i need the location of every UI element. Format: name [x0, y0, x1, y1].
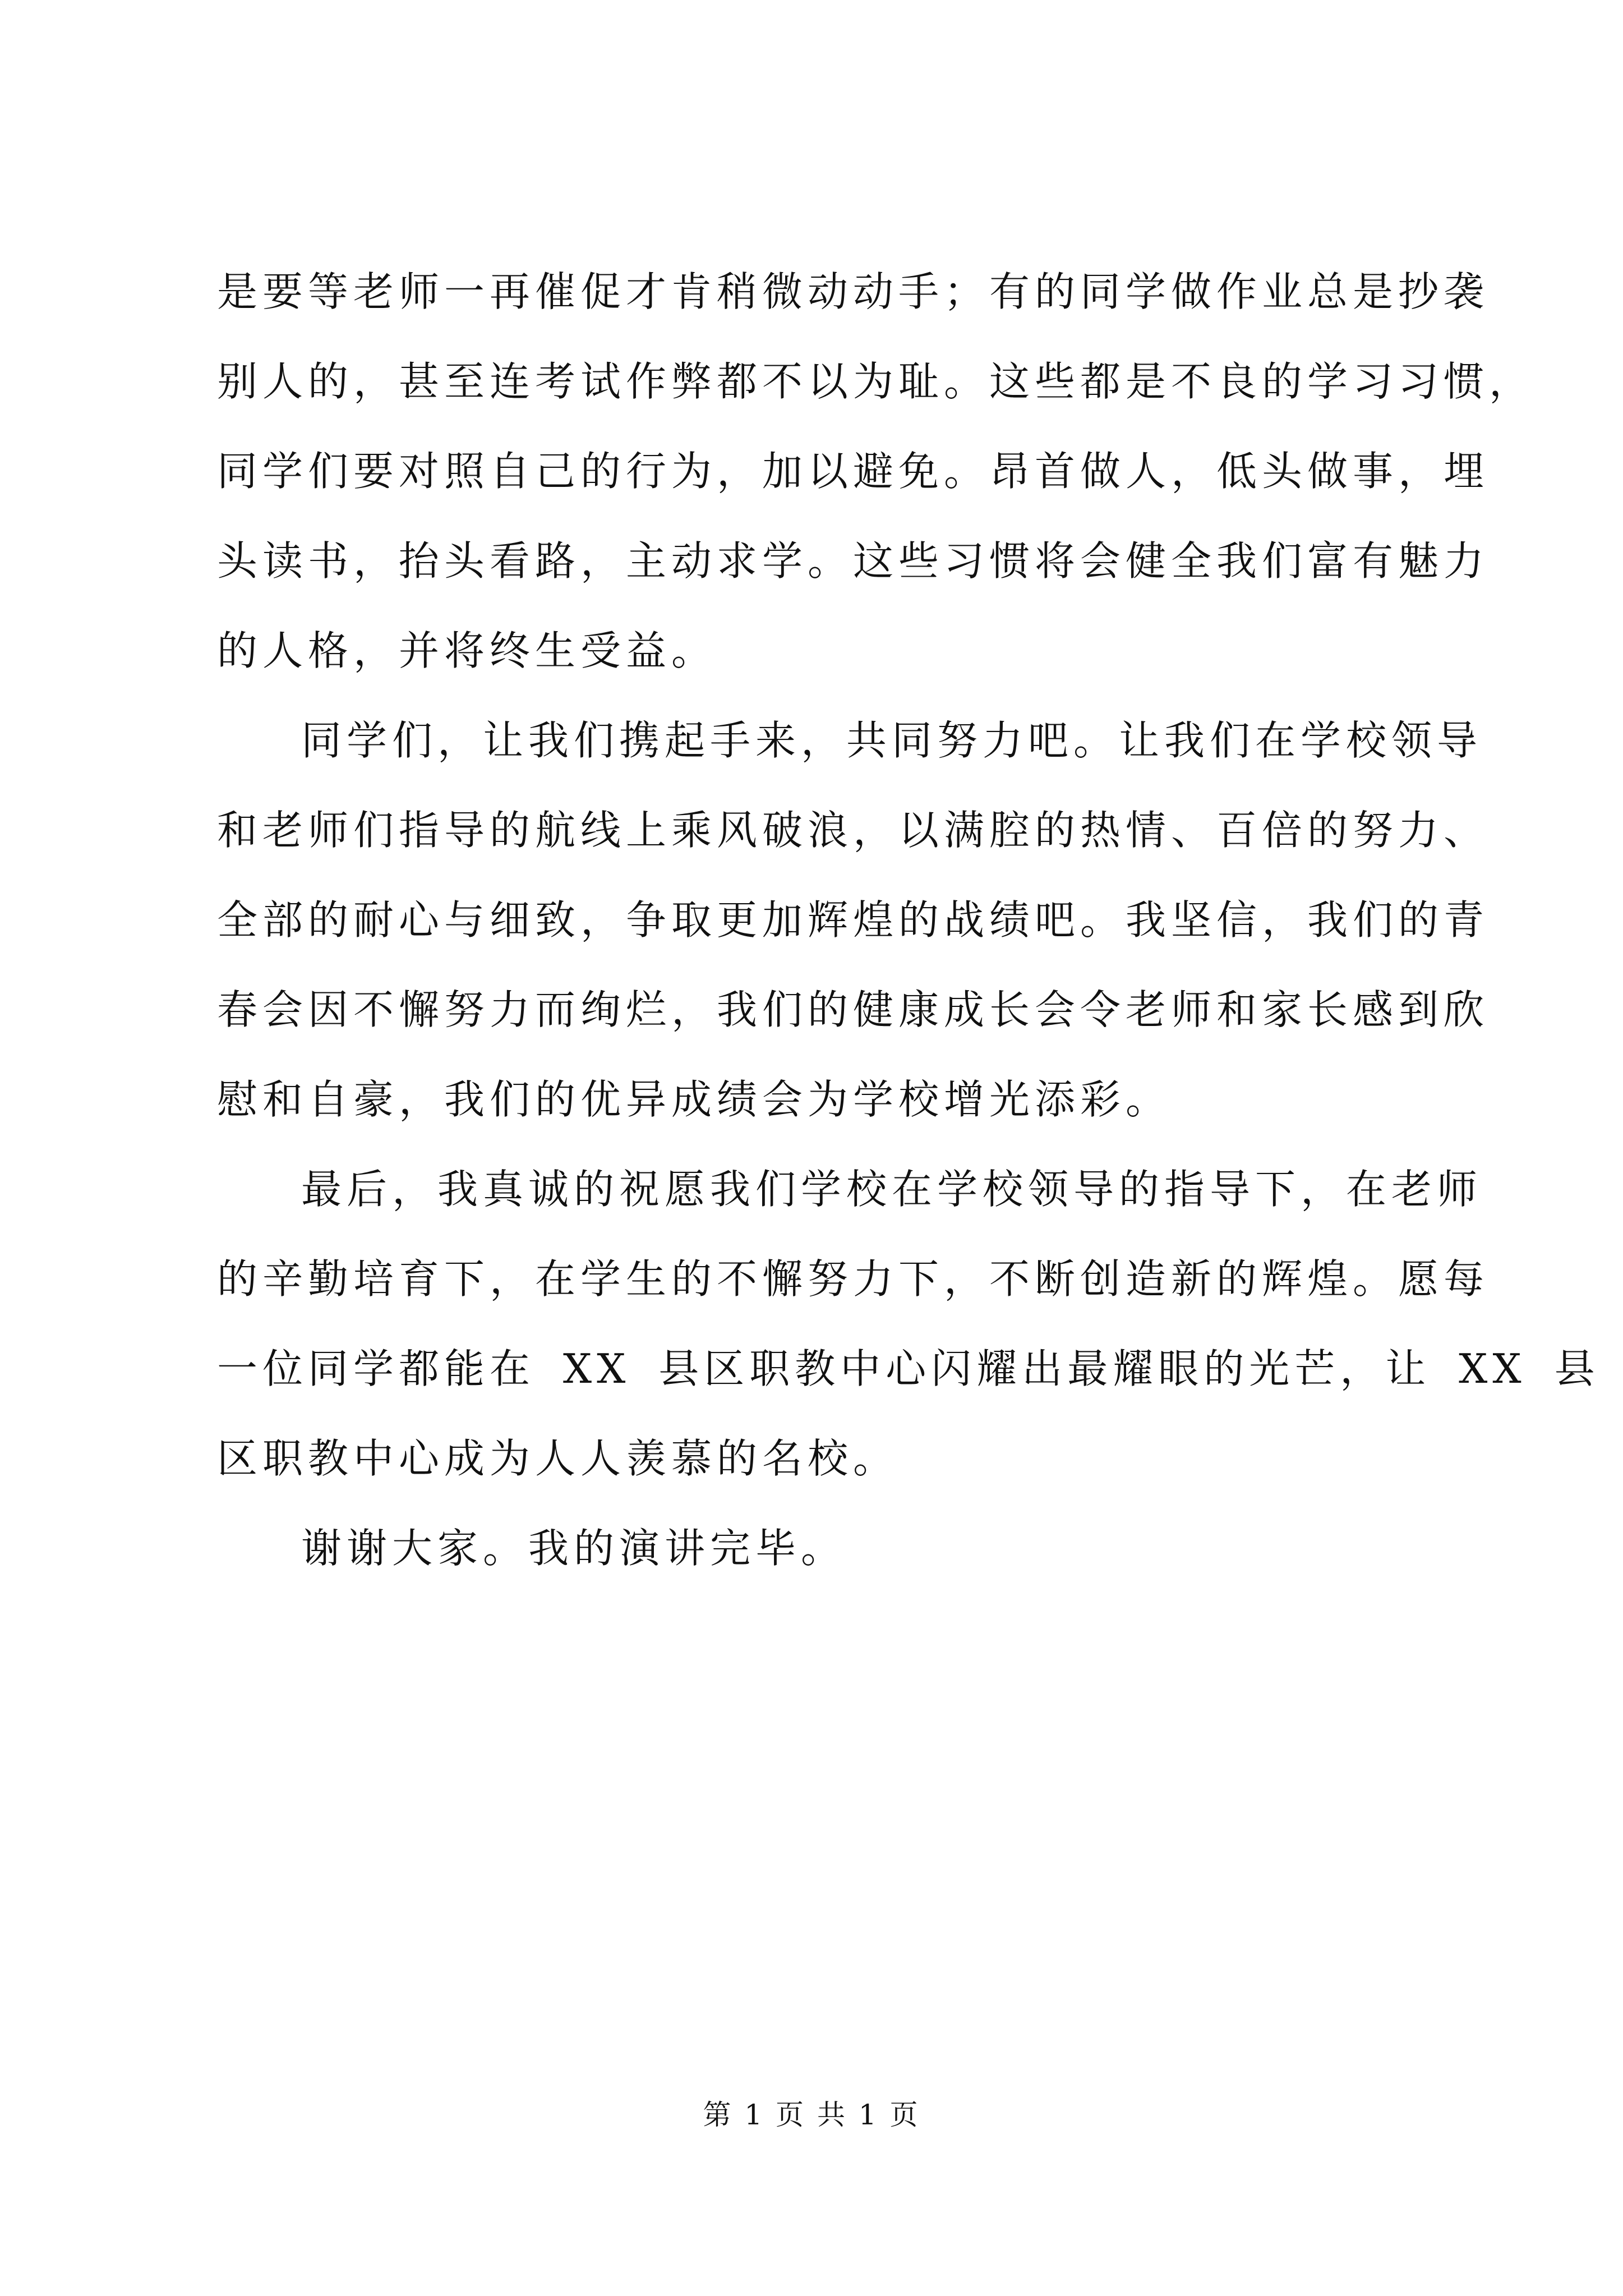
page-footer: 第 1 页 共 1 页 — [703, 2099, 920, 2131]
text-line: 的人格，并将终生受益。 — [217, 627, 717, 674]
text-line: 是要等老师一再催促才肯稍微动动手；有的同学做作业总是抄袭 — [217, 268, 1490, 315]
text-line: 头读书，抬头看路，主动求学。这些习惯将会健全我们富有魅力 — [217, 537, 1490, 585]
text-line: 一位同学都能在 XX 县区职教中心闪耀出最耀眼的光芒，让 XX 县 — [217, 1345, 1600, 1392]
text-line: 和老师们指导的航线上乘风破浪，以满腔的热情、百倍的努力、 — [217, 807, 1490, 854]
text-line: 别人的，甚至连考试作弊都不以为耻。这些都是不良的学习习惯， — [217, 358, 1535, 405]
paragraph-first-line: 谢谢大家。我的演讲完毕。 — [301, 1525, 847, 1572]
paragraph-first-line: 同学们，让我们携起手来，共同努力吧。让我们在学校领导 — [301, 717, 1483, 764]
text-line: 全部的耐心与细致，争取更加辉煌的战绩吧。我坚信，我们的青 — [217, 896, 1490, 944]
document-body — [217, 247, 1600, 1593]
text-line: 慰和自豪，我们的优异成绩会为学校增光添彩。 — [217, 1076, 1172, 1123]
text-line: 同学们要对照自己的行为，加以避免。昂首做人，低头做事，埋 — [217, 448, 1490, 495]
text-line: 的辛勤培育下，在学生的不懈努力下，不断创造新的辉煌。愿每 — [217, 1255, 1490, 1303]
text-line: 区职教中心成为人人羡慕的名校。 — [217, 1435, 899, 1482]
paragraph-first-line: 最后，我真诚的祝愿我们学校在学校领导的指导下，在老师 — [301, 1166, 1483, 1213]
text-line: 春会因不懈努力而绚烂，我们的健康成长会令老师和家长感到欣 — [217, 986, 1490, 1033]
